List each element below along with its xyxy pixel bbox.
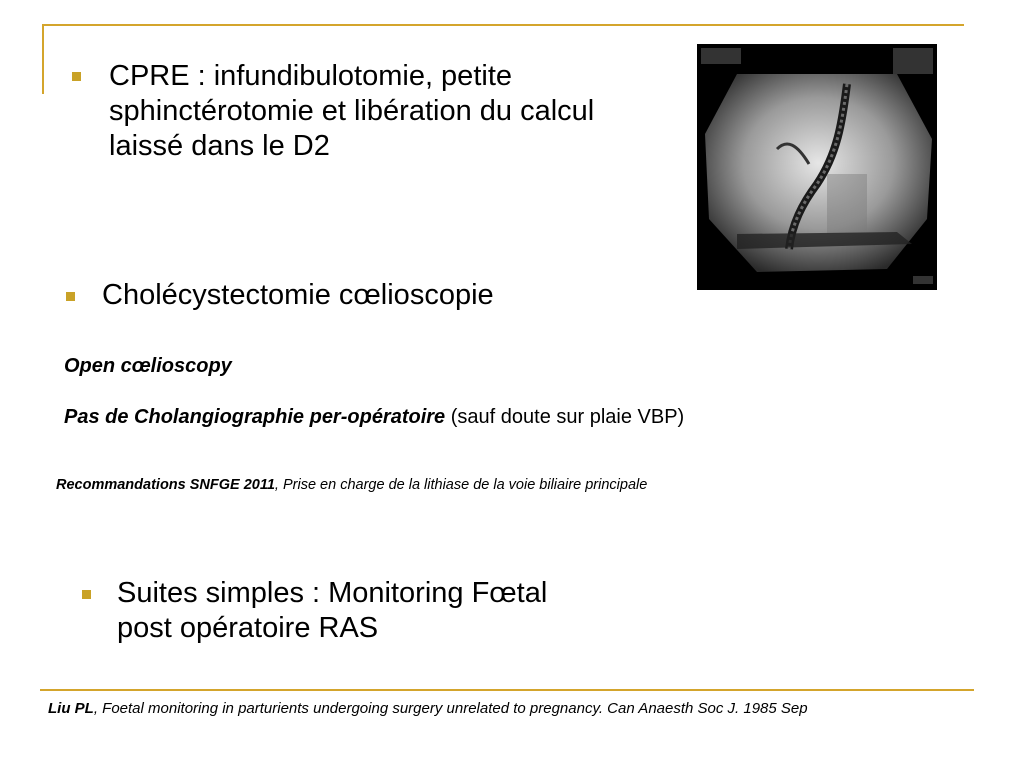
- reference-snfge-rest: , Prise en charge de la lithiase de la voie biliaire principale: [274, 477, 648, 493]
- bottom-rule: [40, 689, 974, 691]
- bullet-square-icon: [66, 292, 75, 301]
- open-coelioscopy-note: Open cœlioscopy: [64, 355, 232, 377]
- reference-liu-bold: Liu PL: [48, 700, 94, 717]
- reference-snfge: [56, 477, 647, 493]
- bullet-text: Cholécystectomie cœlioscopie: [102, 279, 494, 311]
- bullet-square-icon: [82, 590, 91, 599]
- cholangiographie-rest: (sauf doute sur plaie VBP): [445, 406, 685, 428]
- bullet-square-icon: [72, 72, 81, 81]
- fluoroscopy-image: [697, 44, 937, 290]
- bullet-suites: [82, 576, 602, 646]
- cholangiographie-note: [64, 406, 684, 429]
- left-rule: [42, 24, 44, 94]
- bullet-text: Suites simples : Monitoring Fœtal post opératoire RAS: [117, 577, 548, 644]
- bullet-cpre: [72, 59, 642, 164]
- reference-snfge-bold: Recommandations SNFGE 2011: [56, 477, 275, 493]
- top-rule: [42, 24, 964, 26]
- bullet-cholecystectomie: [66, 278, 666, 313]
- bullet-text: CPRE : infundibulotomie, petite sphinctérotomie et libération du calcul laissé dans le D2: [109, 60, 595, 162]
- reference-liu: [48, 698, 928, 720]
- reference-liu-rest: , Foetal monitoring in parturients undergoing surgery unrelated to pregnancy. Can Anaesth Soc J. 1985 Sep: [93, 700, 808, 717]
- cholangiographie-bold: Pas de Cholangiographie per-opératoire: [64, 406, 446, 428]
